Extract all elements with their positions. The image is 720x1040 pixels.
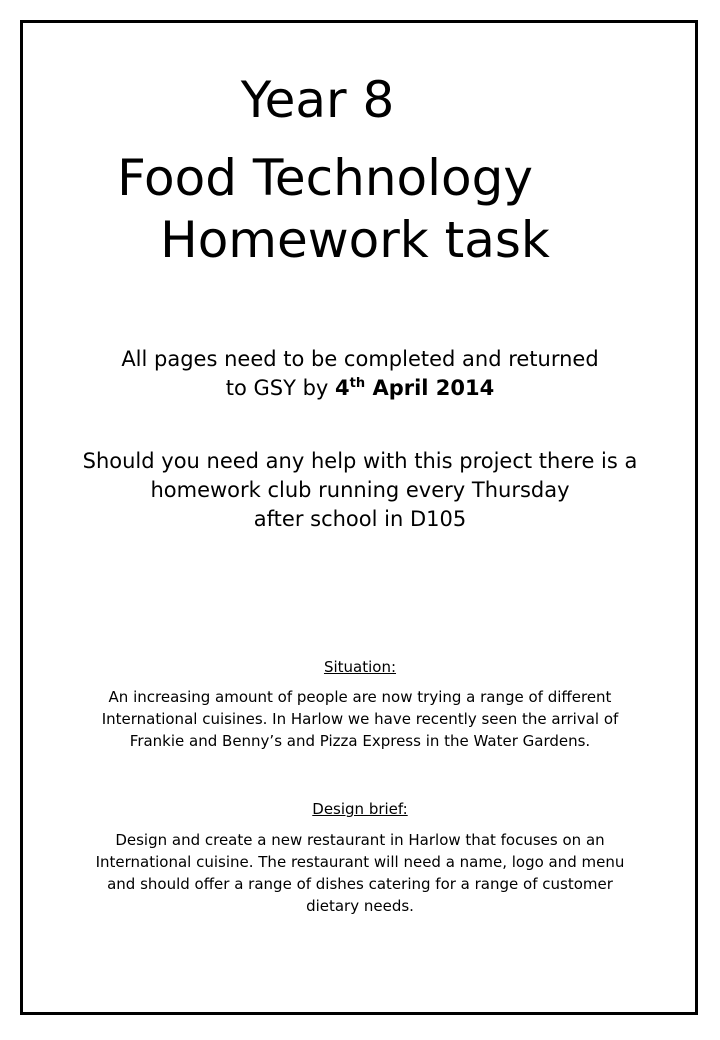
- design-brief-body: [0, 829, 720, 917]
- title-line-3: Homework task: [160, 211, 550, 269]
- due-line-1: All pages need to be completed and returned: [121, 347, 599, 371]
- situation-body: [0, 686, 720, 752]
- situation-line: International cuisines. In Harlow we have recently seen the arrival of: [101, 710, 619, 728]
- title-line-2: Food Technology: [117, 149, 533, 207]
- help-line-2: homework club running every Thursday: [150, 478, 570, 502]
- design-brief-line: International cuisine. The restaurant will need a name, logo and menu: [95, 853, 625, 871]
- design-brief-line: Design and create a new restaurant in Harlow that focuses on an: [115, 831, 605, 849]
- due-prefix: to GSY by: [225, 376, 336, 400]
- help-notice: [0, 447, 720, 534]
- design-brief-heading: Design brief:: [312, 800, 408, 818]
- due-month-year: April 2014: [365, 376, 495, 400]
- situation-line: Frankie and Benny’s and Pizza Express in the Water Gardens.: [129, 732, 591, 750]
- help-line-1: Should you need any help with this project there is a: [82, 449, 638, 473]
- title-line-1: Year 8: [240, 71, 395, 129]
- due-date-notice: [0, 345, 720, 403]
- situation-line: An increasing amount of people are now trying a range of different: [108, 688, 612, 706]
- design-brief-line: and should offer a range of dishes catering for a range of customer: [107, 875, 613, 893]
- situation-heading: Situation:: [323, 658, 397, 676]
- due-line-2: [0, 374, 720, 403]
- help-line-3: after school in D105: [253, 507, 467, 531]
- design-brief-line: dietary needs.: [306, 897, 414, 915]
- due-day: 4: [335, 376, 350, 400]
- due-day-suffix: th: [349, 376, 366, 391]
